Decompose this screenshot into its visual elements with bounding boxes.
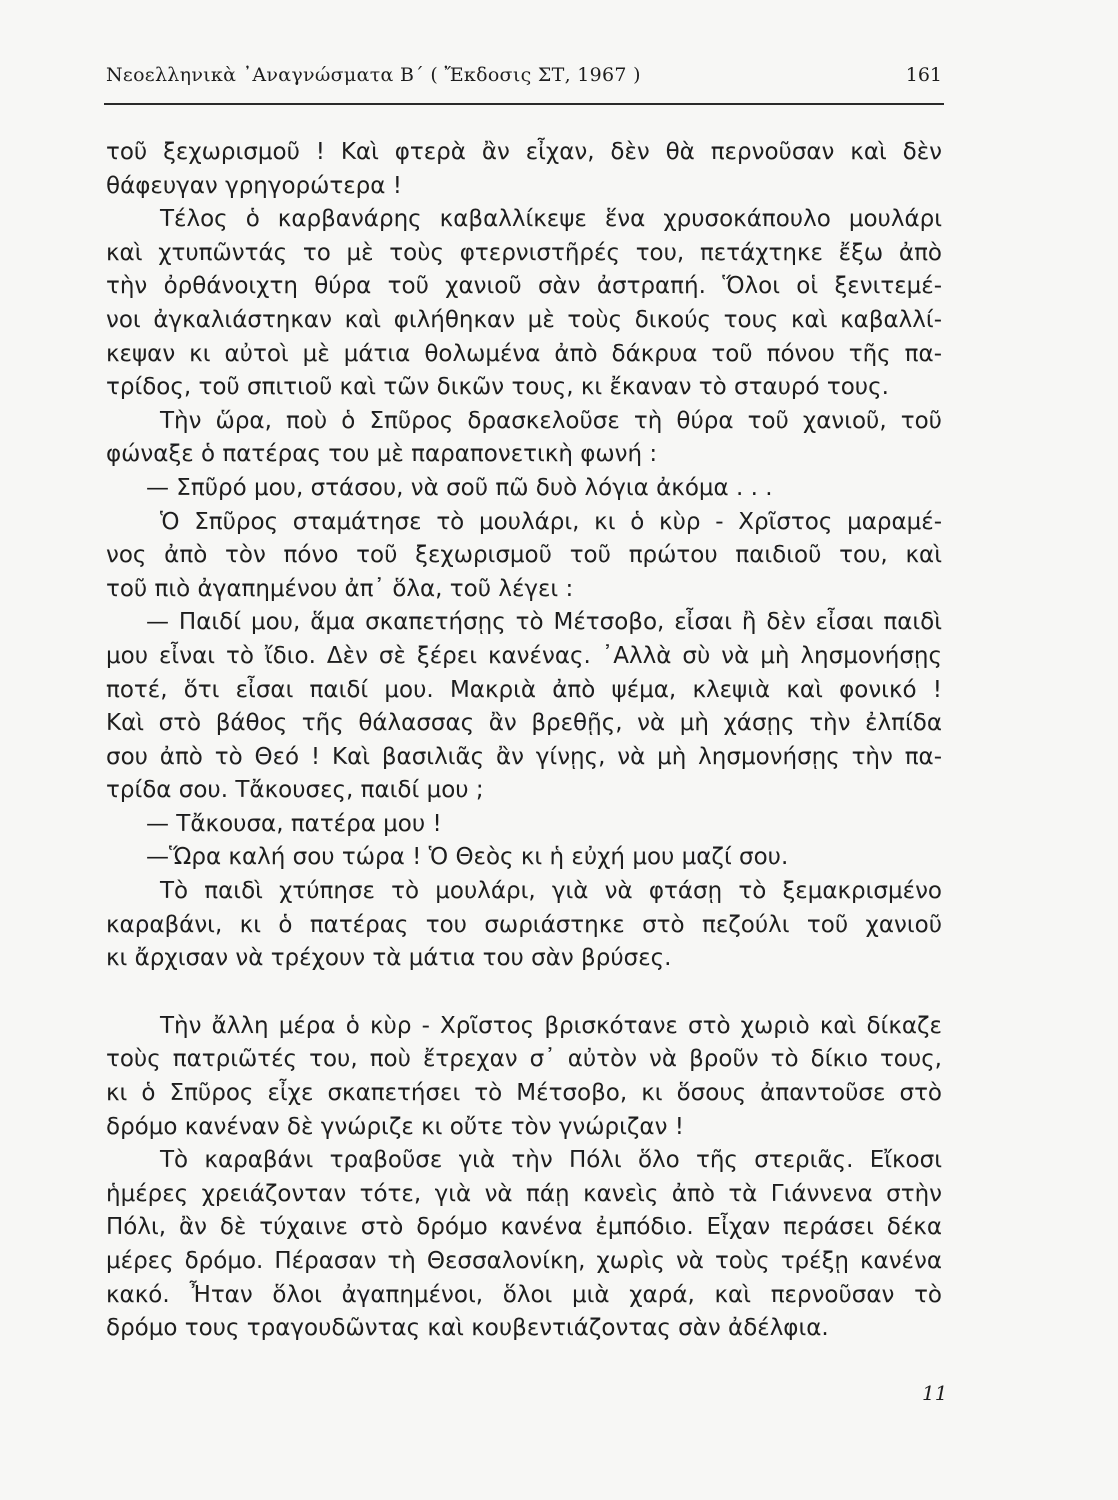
text-line: ποτέ, ὅτι εἶσαι παιδί μου. Μακριὰ ἀπὸ ψέμα, κλεψιὰ καὶ φονικό ! xyxy=(106,676,942,703)
section-gap xyxy=(106,976,942,1010)
text-line: — Τἄκουσα, πατέρα μου ! xyxy=(146,810,442,837)
text-line: κι ἄρχισαν νὰ τρέχουν τὰ μάτια του σὰν βρύσες. xyxy=(106,945,672,972)
body-text xyxy=(106,136,942,1346)
text-line: —Ὥρα καλή σου τώρα ! Ὁ Θεὸς κι ἡ εὐχή μου μαζί σου. xyxy=(146,844,789,871)
text-line: καραβάνι, κι ὁ πατέρας του σωριάστηκε στὸ πεζούλι τοῦ χανιοῦ xyxy=(106,911,942,938)
running-header xyxy=(106,64,942,86)
page-number: 161 xyxy=(905,64,942,86)
text-line: νος ἀπὸ τὸν πόνο τοῦ ξεχωρισμοῦ τοῦ πρώτου παιδιοῦ του, καὶ xyxy=(106,542,942,569)
text-line: τοῦ ξεχωρισμοῦ ! Καὶ φτερὰ ἂν εἶχαν, δὲν θὰ περνοῦσαν καὶ δὲν xyxy=(106,139,942,165)
text-line: θάφευγαν γρηγορώτερα ! xyxy=(106,172,402,199)
text-line: δρόμο τους τραγουδῶντας καὶ κουβεντιάζοντας σὰν ἀδέλφια. xyxy=(106,1315,829,1342)
text-line: Τὴν ὥρα, ποὺ ὁ Σπῦρος δρασκελοῦσε τὴ θύρα τοῦ χανιοῦ, τοῦ xyxy=(160,407,942,434)
text-line: Τὴν ἄλλη μέρα ὁ κὺρ - Χρῖστος βρισκότανε στὸ χωριὸ καὶ δίκαζε xyxy=(160,1012,942,1039)
text-line: κεψαν κι αὐτοὶ μὲ μάτια θολωμένα ἀπὸ δάκρυα τοῦ πόνου τῆς πα- xyxy=(106,340,942,367)
text-line: κακό. Ἦταν ὅλοι ἀγαπημένοι, ὅλοι μιὰ χαρά, καὶ περνοῦσαν τὸ xyxy=(106,1281,942,1308)
text-line: δρόμο κανέναν δὲ γνώριζε κι οὔτε τὸν γνώριζαν ! xyxy=(106,1113,684,1140)
text-line: Καὶ στὸ βάθος τῆς θάλασσας ἂν βρεθῇς, νὰ μὴ χάσῃς τὴν ἐλπίδα xyxy=(106,710,942,737)
text-line: τρίδα σου. Τἄκουσες, παιδί μου ; xyxy=(106,777,484,804)
header-rule xyxy=(104,103,944,105)
text-line: κι ὁ Σπῦρος εἶχε σκαπετήσει τὸ Μέτσοβο, κι ὅσους ἀπαντοῦσε στὸ xyxy=(106,1080,942,1107)
text-line: Πόλι, ἂν δὲ τύχαινε στὸ δρόμο κανένα ἐμπόδιο. Εἶχαν περάσει δέκα xyxy=(106,1214,942,1241)
text-line: Τὸ καραβάνι τραβοῦσε γιὰ τὴν Πόλι ὅλο τῆς στεριᾶς. Εἴκοσι xyxy=(160,1147,942,1174)
text-line: μέρες δρόμο. Πέρασαν τὴ Θεσσαλονίκη, χωρὶς νὰ τοὺς τρέξῃ κανένα xyxy=(106,1248,942,1274)
text-line: μου εἶναι τὸ ἴδιο. Δὲν σὲ ξέρει κανένας. ᾿Αλλὰ σὺ νὰ μὴ λησμονήσῃς xyxy=(106,642,942,669)
text-line: Τέλος ὁ καρβανάρης καβαλλίκεψε ἕνα χρυσοκάπουλο μουλάρι xyxy=(160,206,942,233)
text-line: — Σπῦρό μου, στάσου, νὰ σοῦ πῶ δυὸ λόγια ἀκόμα . . . xyxy=(146,474,773,501)
text-line: φώναξε ὁ πατέρας του μὲ παραπονετικὴ φωνή : xyxy=(106,441,658,468)
text-line: — Παιδί μου, ἅμα σκαπετήσῃς τὸ Μέτσοβο, εἶσαι ἢ δὲν εἶσαι παιδὶ xyxy=(146,609,942,636)
text-line: σου ἀπὸ τὸ Θεό ! Καὶ βασιλιᾶς ἂν γίνῃς, νὰ μὴ λησμονήσῃς τὴν πα- xyxy=(106,743,942,770)
text-line: ἡμέρες χρειάζονταν τότε, γιὰ νὰ πάῃ κανεὶς ἀπὸ τὰ Γιάννενα στὴν xyxy=(106,1180,942,1207)
text-line: τὴν ὀρθάνοιχτη θύρα τοῦ χανιοῦ σὰν ἀστραπή. Ὅλοι οἱ ξενιτεμέ- xyxy=(106,273,942,300)
text-line: τοῦ πιὸ ἀγαπημένου ἀπ᾿ ὅλα, τοῦ λέγει : xyxy=(106,575,574,602)
text-line: τοὺς πατριῶτές του, ποὺ ἔτρεχαν σ᾿ αὐτὸν νὰ βροῦν τὸ δίκιο τους, xyxy=(106,1046,942,1073)
running-title: Νεοελληνικὰ ᾿Αναγνώσματα Β´ ( Ἔκδοσις ΣΤ, 1967 ) xyxy=(106,64,641,86)
text-line: καὶ χτυπῶντάς το μὲ τοὺς φτερνιστῆρές του, πετάχτηκε ἔξω ἀπὸ xyxy=(106,239,942,266)
text-line: νοι ἀγκαλιάστηκαν καὶ φιλήθηκαν μὲ τοὺς δικούς τους καὶ καβαλλί- xyxy=(106,306,942,333)
text-line: Τὸ παιδὶ χτύπησε τὸ μουλάρι, γιὰ νὰ φτάσῃ τὸ ξεμακρισμένο xyxy=(160,878,942,905)
text-line: Ὁ Σπῦρος σταμάτησε τὸ μουλάρι, κι ὁ κὺρ - Χρῖστος μαραμέ- xyxy=(160,508,942,535)
text-line: τρίδος, τοῦ σπιτιοῦ καὶ τῶν δικῶν τους, κι ἔκαναν τὸ σταυρό τους. xyxy=(106,374,889,401)
signature-mark: 11 xyxy=(922,1381,948,1405)
